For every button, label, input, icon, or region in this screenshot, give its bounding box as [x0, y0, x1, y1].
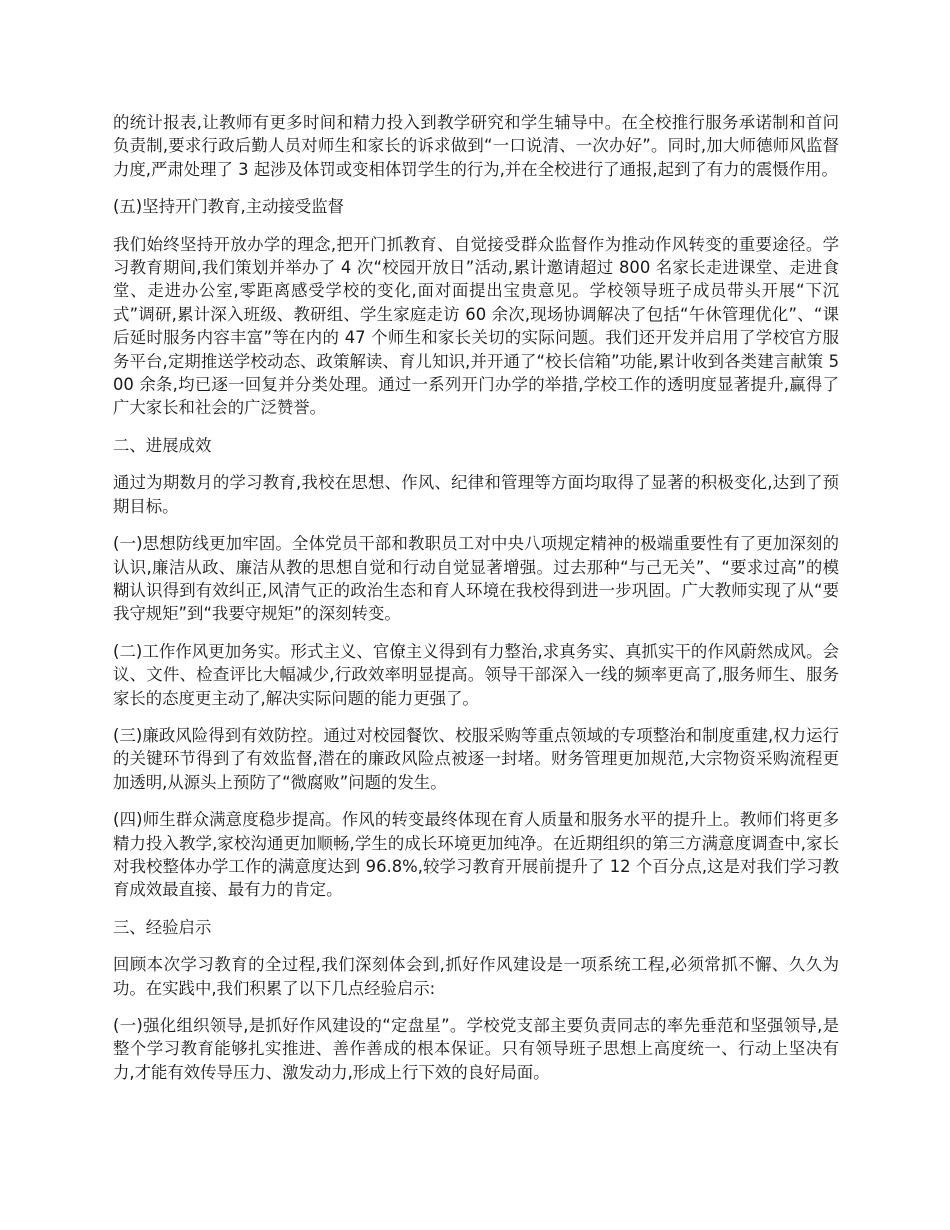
section-heading-progress: 二、进展成效	[113, 435, 212, 455]
section-heading-open-education: (五)坚持开门教育,主动接受监督	[113, 197, 345, 217]
paragraph-statistics-reform: 的统计报表,让教师有更多时间和精力投入到教学研究和学生辅导中。在全校推行服务承诺制和首问负责制,要求行政后勤人员对师生和家长的诉求做到“一口说清、一次办好”。同时,加大师德师风监督力度,严肃处理了 3 起涉及体罚或变相体罚学生的行为,并在全校进行了通报,起到了有力的震慑作用。	[113, 113, 839, 179]
paragraph-ideology: (一)思想防线更加牢固。全体党员干部和教职员工对中央八项规定精神的极端重要性有了更加深刻的认识,廉洁从政、廉洁从教的思想自觉和行动自觉显著增强。过去那种“与己无关”、“要求过高”的模糊认识得到有效纠正,风清气正的政治生态和育人环境在我校得到进一步巩固。广大教师实现了从“要我守规矩”到“我要守规矩”的深刻转变。	[113, 534, 839, 624]
paragraph-lessons-intro: 回顾本次学习教育的全过程,我们深刻体会到,抓好作风建设是一项系统工程,必须常抓不懈、久久为功。在实践中,我们积累了以下几点经验启示:	[113, 955, 839, 998]
paragraph-integrity-risk: (三)廉政风险得到有效防控。通过对校园餐饮、校服采购等重点领域的专项整治和制度重建,权力运行的关键环节得到了有效监督,潜在的廉政风险点被逐一封堵。财务管理更加规范,大宗物资采购流程更加透明,从源头上预防了“微腐败”问题的发生。	[113, 725, 839, 792]
paragraph-leadership: (一)强化组织领导,是抓好作风建设的“定盘星”。学校党支部主要负责同志的率先垂范和坚强领导,是整个学习教育能够扎实推进、善作善成的根本保证。只有领导班子思想上高度统一、行动上坚决有力,才能有效传导压力、激发动力,形成上行下效的良好局面。	[113, 1016, 839, 1082]
paragraph-satisfaction: (四)师生群众满意度稳步提高。作风的转变最终体现在育人质量和服务水平的提升上。教师们将更多精力投入教学,家校沟通更加顺畅,学生的成长环境更加纯净。在近期组织的第三方满意度调查中,家长对我校整体办学工作的满意度达到 96.8%,较学习教育开展前提升了 12 个百分点,这是对我们学习教育成效最直接、最有力的肯定。	[113, 810, 839, 900]
document-page	[113, 111, 839, 1098]
section-heading-lessons: 三、经验启示	[113, 917, 212, 937]
paragraph-open-education: 我们始终坚持开放办学的理念,把开门抓教育、自觉接受群众监督作为推动作风转变的重要途径。学习教育期间,我们策划并举办了 4 次“校园开放日”活动,累计邀请超过 800 名家长走进课堂、走进食堂、走进办公室,零距离感受学校的变化,面对面提出宝贵意见。学校领导班子成员带头开展“下沉式”调研,累计深入班级、教研组、学生家庭走访 60 余次,现场协调解决了包括“午休管理优化”、“课后延时服务内容丰富”等在内的 47 个师生和家长关切的实际问题。我们还开发并启用了学校官方服务平台,定期推送学校动态、政策解读、育儿知识,并开通了“校长信箱”功能,累计收到各类建言献策 500 余条,均已逐一回复并分类处理。通过一系列开门办学的举措,学校工作的透明度显著提升,赢得了广大家长和社会的广泛赞誉。	[113, 234, 839, 418]
paragraph-progress-intro: 通过为期数月的学习教育,我校在思想、作风、纪律和管理等方面均取得了显著的积极变化,达到了预期目标。	[113, 473, 839, 516]
paragraph-work-style: (二)工作作风更加务实。形式主义、官僚主义得到有力整治,求真务实、真抓实干的作风蔚然成风。会议、文件、检查评比大幅减少,行政效率明显提高。领导干部深入一线的频率更高了,服务师生、服务家长的态度更主动了,解决实际问题的能力更强了。	[113, 641, 839, 708]
